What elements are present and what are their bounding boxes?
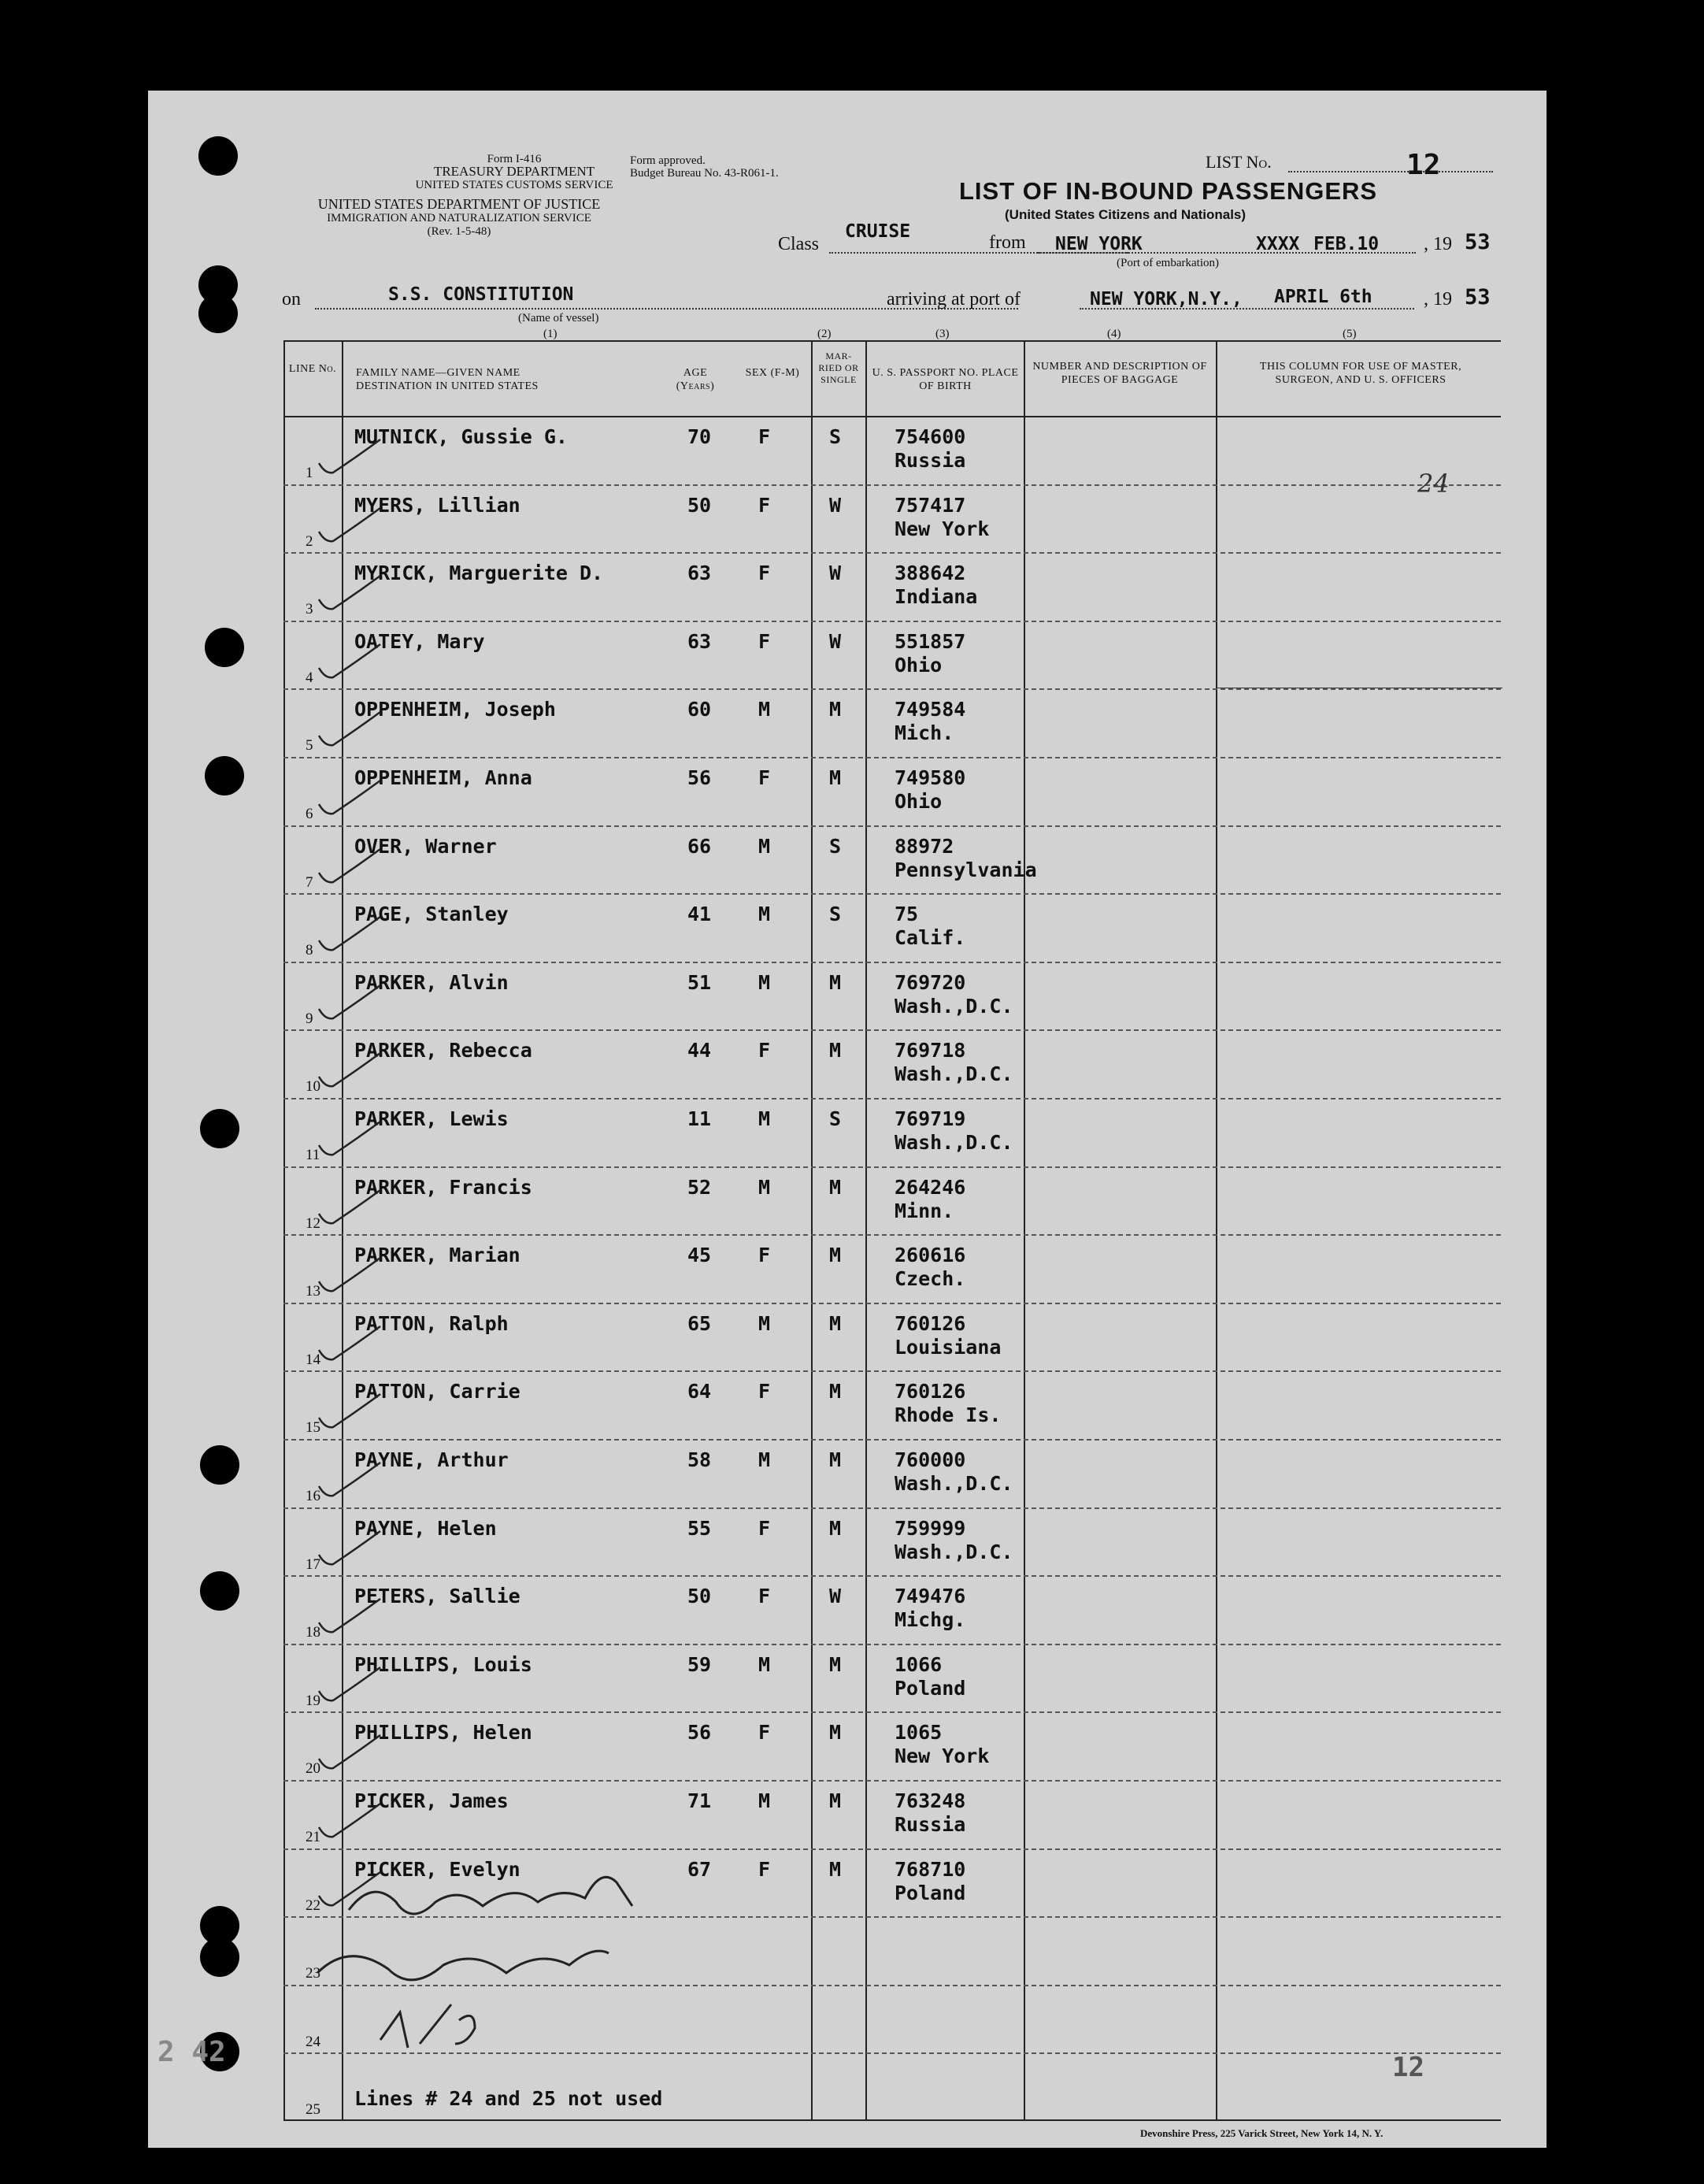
list-label: LIST No.: [1206, 152, 1272, 172]
header-age: AGE (Years): [676, 367, 715, 392]
arrival-year-prefix: , 19: [1424, 289, 1452, 310]
check-mark-icon: [315, 1254, 386, 1301]
passenger-name: OVER, Warner: [354, 834, 497, 858]
passport-number: 754600: [895, 425, 966, 448]
embark-year-prefix: , 19: [1424, 234, 1452, 254]
place-of-birth: Ohio: [895, 790, 943, 813]
place-of-birth: Wash.,D.C.: [895, 1540, 1013, 1563]
col-num-5: (5): [1343, 328, 1357, 340]
passenger-name: PICKER, Evelyn: [354, 1857, 520, 1881]
embarkation-port: NEW YORK: [1055, 234, 1143, 254]
passenger-age: 66: [687, 834, 712, 858]
line-number: 10: [306, 1078, 320, 1096]
arrival-year: 53: [1465, 285, 1491, 310]
check-mark-icon: [315, 1663, 386, 1711]
passenger-marital-status: M: [829, 970, 842, 994]
row-divider: [283, 1507, 1501, 1509]
passport-number: 749584: [895, 698, 966, 721]
passenger-age: 11: [687, 1107, 712, 1130]
passenger-age: 44: [687, 1039, 712, 1062]
line-number: 23: [306, 1965, 320, 1982]
line-number: 25: [306, 2101, 320, 2119]
passenger-name: PAGE, Stanley: [354, 903, 509, 926]
from-label: from: [989, 232, 1026, 253]
row-divider: [283, 893, 1501, 895]
row-divider: [283, 1780, 1501, 1782]
place-of-birth: New York: [895, 1745, 990, 1768]
check-mark-icon: [315, 1186, 386, 1233]
header-name: FAMILY NAME—GIVEN NAME DESTINATION IN UNITED STATES: [356, 367, 539, 392]
passport-number: 760000: [895, 1448, 966, 1471]
place-of-birth: Louisiana: [895, 1335, 1002, 1359]
passenger-name: PAYNE, Helen: [354, 1516, 497, 1540]
passenger-marital-status: S: [829, 834, 842, 858]
passenger-age: 55: [687, 1516, 712, 1540]
row-divider: [283, 1848, 1501, 1850]
bottom-stamp: 12: [1392, 2052, 1424, 2083]
passenger-marital-status: M: [829, 698, 842, 721]
check-mark-icon: [315, 1731, 386, 1778]
passenger-name: OPPENHEIM, Anna: [354, 766, 532, 789]
place-of-birth: Poland: [895, 1881, 966, 1904]
passenger-name: PHILLIPS, Louis: [354, 1652, 532, 1676]
check-mark-icon: [315, 572, 386, 619]
passenger-marital-status: M: [829, 1039, 842, 1062]
passenger-name: MYRICK, Marguerite D.: [354, 562, 604, 585]
line-number: 21: [306, 1829, 320, 1845]
place-of-birth: Mich.: [895, 721, 954, 745]
passport-number: 551857: [895, 629, 966, 653]
place-of-birth: Michg.: [895, 1608, 966, 1632]
place-of-birth: Wash.,D.C.: [895, 994, 1013, 1018]
passport-number: 260616: [895, 1244, 966, 1267]
passenger-age: 41: [687, 903, 712, 926]
passenger-marital-status: W: [829, 493, 842, 517]
passenger-age: 70: [687, 425, 712, 448]
passenger-name: PARKER, Marian: [354, 1244, 520, 1267]
col-num-2: (2): [817, 328, 832, 340]
passport-number: 768710: [895, 1857, 966, 1881]
embarkation-year: 53: [1465, 230, 1491, 254]
check-mark-icon: [315, 845, 386, 892]
line-number: 13: [306, 1283, 320, 1300]
passenger-name: PATTON, Ralph: [354, 1311, 509, 1335]
line-number: 6: [306, 806, 313, 822]
handwritten-signature: [302, 1855, 743, 2091]
place-of-birth: Ohio: [895, 653, 943, 677]
handwritten-count: 24: [1417, 469, 1450, 499]
line-number: 2: [306, 532, 313, 550]
line-number: 19: [306, 1692, 320, 1709]
place-of-birth: Wash.,D.C.: [895, 1062, 1013, 1086]
class-label: Class: [778, 234, 820, 254]
row-divider: [283, 484, 1501, 486]
place-of-birth: Russia: [895, 1813, 966, 1836]
line-number: 24: [306, 2033, 320, 2050]
class-value: CRUISE: [845, 221, 911, 242]
passenger-age: 59: [687, 1652, 712, 1676]
row-divider: [283, 688, 1501, 690]
passenger-age: 50: [687, 1585, 712, 1608]
passenger-marital-status: M: [829, 1311, 842, 1335]
place-of-birth: Minn.: [895, 1199, 954, 1222]
check-mark-icon: [315, 913, 386, 960]
place-of-birth: Poland: [895, 1676, 966, 1700]
passenger-age: 67: [687, 1857, 712, 1881]
passport-number: 760126: [895, 1311, 966, 1335]
passenger-sex: F: [758, 1585, 771, 1608]
passenger-age: 60: [687, 698, 712, 721]
passenger-age: 51: [687, 970, 712, 994]
passenger-marital-status: W: [829, 1585, 842, 1608]
passenger-marital-status: M: [829, 1448, 842, 1471]
manifest-page: [148, 91, 1547, 2148]
passenger-sex: F: [758, 629, 771, 653]
header-married: MAR- RIED OR SINGLE: [818, 350, 859, 385]
header-baggage: NUMBER AND DESCRIPTION OF PIECES OF BAGGAGE: [1032, 361, 1207, 386]
punch-hole: [205, 756, 244, 795]
passenger-age: 65: [687, 1311, 712, 1335]
form-number: Form I-416: [487, 153, 542, 165]
place-of-birth: Indiana: [895, 585, 978, 609]
check-mark-icon: [315, 1049, 386, 1096]
passenger-name: OPPENHEIM, Joseph: [354, 698, 556, 721]
check-mark-icon: [315, 981, 386, 1029]
line-number: 18: [306, 1624, 320, 1641]
check-mark-icon: [315, 1595, 386, 1642]
passport-number: 769720: [895, 970, 966, 994]
passenger-age: 58: [687, 1448, 712, 1471]
col-num-4: (4): [1107, 328, 1121, 340]
row-divider: [283, 621, 1501, 622]
passenger-name: MUTNICK, Gussie G.: [354, 425, 568, 448]
arrival-port: NEW YORK,N.Y.,: [1090, 289, 1243, 310]
place-of-birth: Calif.: [895, 926, 966, 950]
row-divider: [283, 825, 1501, 827]
passport-number: 88972: [895, 834, 954, 858]
line-number: 14: [306, 1351, 320, 1368]
line-number: 9: [306, 1010, 313, 1027]
header-sex: SEX (F-M): [745, 367, 800, 379]
row-divider: [283, 1234, 1501, 1236]
passenger-sex: F: [758, 1039, 771, 1062]
printer-credit: Devonshire Press, 225 Varick Street, New York 14, N. Y.: [1140, 2127, 1384, 2139]
passenger-marital-status: M: [829, 766, 842, 789]
check-mark-icon: [315, 1322, 386, 1370]
passport-number: 749580: [895, 766, 966, 789]
check-mark-icon: [315, 708, 386, 755]
row-divider: [283, 1711, 1501, 1713]
passenger-age: 63: [687, 562, 712, 585]
punch-hole: [198, 136, 238, 176]
passport-number: 75: [895, 903, 919, 926]
passenger-age: 63: [687, 629, 712, 653]
check-mark-icon: [315, 504, 386, 551]
vessel-caption: (Name of vessel): [518, 312, 599, 324]
passenger-age: 64: [687, 1380, 712, 1403]
passenger-sex: M: [758, 970, 771, 994]
passenger-sex: F: [758, 1380, 771, 1403]
passenger-marital-status: M: [829, 1652, 842, 1676]
passenger-sex: F: [758, 766, 771, 789]
punch-hole: [200, 1445, 239, 1485]
header-passport: U. S. PASSPORT NO. PLACE OF BIRTH: [872, 367, 1019, 392]
passenger-sex: M: [758, 1311, 771, 1335]
passenger-name: PARKER, Lewis: [354, 1107, 509, 1130]
place-of-birth: Wash.,D.C.: [895, 1131, 1013, 1154]
row-divider: [283, 962, 1501, 963]
passenger-sex: F: [758, 493, 771, 517]
passenger-marital-status: S: [829, 1107, 842, 1130]
passenger-age: 56: [687, 1721, 712, 1745]
passenger-marital-status: M: [829, 1175, 842, 1199]
row-divider: [283, 1098, 1501, 1099]
line-number: 4: [306, 669, 313, 686]
col-num-1: (1): [543, 328, 558, 340]
passenger-marital-status: M: [829, 1789, 842, 1812]
line-number: 17: [306, 1555, 320, 1573]
line-number: 7: [306, 873, 313, 891]
passport-number: 757417: [895, 493, 966, 517]
passport-number: 749476: [895, 1585, 966, 1608]
line-number: 11: [306, 1147, 320, 1163]
col-num-3: (3): [935, 328, 950, 340]
customs-service: UNITED STATES CUSTOMS SERVICE: [415, 179, 613, 191]
passport-number: 388642: [895, 562, 966, 585]
passenger-sex: M: [758, 698, 771, 721]
passenger-name: PARKER, Rebecca: [354, 1039, 532, 1062]
line-number: 20: [306, 1760, 320, 1778]
passport-number: 769719: [895, 1107, 966, 1130]
punch-hole: [205, 628, 244, 667]
passenger-name: PAYNE, Arthur: [354, 1448, 509, 1471]
side-number: 2 42: [157, 2036, 226, 2068]
passenger-name: OATEY, Mary: [354, 629, 485, 653]
check-mark-icon: [315, 1800, 386, 1847]
budget-bureau: Budget Bureau No. 43-R061-1.: [630, 167, 779, 180]
row-divider: [283, 1439, 1501, 1441]
check-mark-icon: [315, 640, 386, 688]
row-divider: [283, 1644, 1501, 1645]
passenger-sex: M: [758, 1652, 771, 1676]
passenger-sex: M: [758, 1175, 771, 1199]
passenger-name: MYERS, Lillian: [354, 493, 520, 517]
passenger-marital-status: M: [829, 1857, 842, 1881]
passenger-age: 50: [687, 493, 712, 517]
line-number: 1: [306, 465, 313, 481]
place-of-birth: New York: [895, 517, 990, 540]
passenger-marital-status: S: [829, 903, 842, 926]
passenger-age: 71: [687, 1789, 712, 1812]
check-mark-icon: [315, 1527, 386, 1574]
passenger-sex: M: [758, 1107, 771, 1130]
row-divider: [283, 757, 1501, 758]
embarkation-date: FEB.10: [1313, 234, 1380, 254]
passenger-sex: M: [758, 1448, 771, 1471]
place-of-birth: Russia: [895, 449, 966, 472]
struck-text: XXXX: [1256, 234, 1300, 254]
passenger-sex: M: [758, 834, 771, 858]
vessel-name: S.S. CONSTITUTION: [388, 284, 574, 305]
passport-number: 769718: [895, 1039, 966, 1062]
check-mark-icon: [315, 1459, 386, 1506]
passport-number: 1065: [895, 1721, 943, 1745]
form-approved: Form approved.: [630, 154, 706, 167]
row-divider: [283, 1575, 1501, 1577]
check-mark-icon: [315, 436, 386, 483]
justice-department: UNITED STATES DEPARTMENT OF JUSTICE: [317, 196, 601, 212]
immigration-service: IMMIGRATION AND NATURALIZATION SERVICE: [327, 212, 591, 224]
form-subtitle: (United States Citizens and Nationals): [1005, 207, 1247, 222]
passenger-name: PARKER, Francis: [354, 1175, 532, 1199]
passenger-sex: F: [758, 425, 771, 448]
punch-hole: [200, 1571, 239, 1611]
passenger-name: PATTON, Carrie: [354, 1380, 520, 1403]
arriving-label: arriving at port of: [887, 289, 1021, 310]
passenger-sex: F: [758, 1244, 771, 1267]
footer-note: Lines # 24 and 25 not used: [354, 2087, 663, 2110]
row-divider: [283, 552, 1501, 554]
line-number: 8: [306, 942, 313, 959]
passport-number: 763248: [895, 1789, 966, 1812]
passenger-name: PHILLIPS, Helen: [354, 1721, 532, 1745]
form-title: LIST OF IN-BOUND PASSENGERS: [959, 177, 1378, 205]
line-number: 16: [306, 1488, 320, 1504]
punch-hole: [200, 1109, 239, 1148]
passenger-name: PETERS, Sallie: [354, 1585, 520, 1608]
line-number: 5: [306, 737, 313, 755]
passenger-marital-status: W: [829, 562, 842, 585]
passenger-marital-status: W: [829, 629, 842, 653]
passenger-age: 52: [687, 1175, 712, 1199]
passenger-sex: F: [758, 1857, 771, 1881]
passenger-age: 45: [687, 1244, 712, 1267]
header-officers: THIS COLUMN FOR USE OF MASTER, SURGEON, AND U. S. OFFICERS: [1259, 361, 1462, 386]
passport-number: 1066: [895, 1652, 943, 1676]
check-mark-icon: [315, 1118, 386, 1165]
row-divider: [283, 1303, 1501, 1304]
list-number: 12: [1406, 149, 1441, 181]
line-number: 3: [306, 601, 313, 618]
passenger-sex: M: [758, 903, 771, 926]
arrival-date: APRIL 6th: [1274, 287, 1372, 307]
passenger-sex: M: [758, 1789, 771, 1812]
passenger-sex: F: [758, 1721, 771, 1745]
row-divider: [283, 1370, 1501, 1372]
passenger-marital-status: M: [829, 1721, 842, 1745]
on-label: on: [282, 289, 301, 310]
check-mark-icon: [315, 777, 386, 824]
passenger-marital-status: M: [829, 1380, 842, 1403]
passport-number: 264246: [895, 1175, 966, 1199]
punch-hole: [198, 294, 238, 333]
place-of-birth: Wash.,D.C.: [895, 1472, 1013, 1495]
passenger-marital-status: S: [829, 425, 842, 448]
place-of-birth: Rhode Is.: [895, 1403, 1002, 1427]
passenger-marital-status: M: [829, 1244, 842, 1267]
check-mark-icon: [315, 1390, 386, 1437]
line-number: 15: [306, 1419, 320, 1437]
revision-date: (Rev. 1-5-48): [427, 225, 491, 238]
line-number: 22: [306, 1897, 320, 1914]
passport-number: 760126: [895, 1380, 966, 1403]
line-number: 12: [306, 1214, 320, 1232]
port-embarkation-caption: (Port of embarkation): [1117, 257, 1219, 269]
row-divider: [283, 1029, 1501, 1031]
passport-number: 759999: [895, 1516, 966, 1540]
place-of-birth: Czech.: [895, 1267, 966, 1291]
punch-hole: [200, 1937, 239, 1977]
passenger-sex: F: [758, 1516, 771, 1540]
passenger-age: 56: [687, 766, 712, 789]
passenger-marital-status: M: [829, 1516, 842, 1540]
row-divider: [283, 1166, 1501, 1168]
passenger-name: PICKER, James: [354, 1789, 509, 1812]
place-of-birth: Pennsylvania: [895, 858, 1037, 881]
passenger-name: PARKER, Alvin: [354, 970, 509, 994]
header-line-no: LINE No.: [288, 363, 337, 375]
treasury-department: TREASURY DEPARTMENT: [433, 164, 595, 179]
passenger-sex: F: [758, 562, 771, 585]
